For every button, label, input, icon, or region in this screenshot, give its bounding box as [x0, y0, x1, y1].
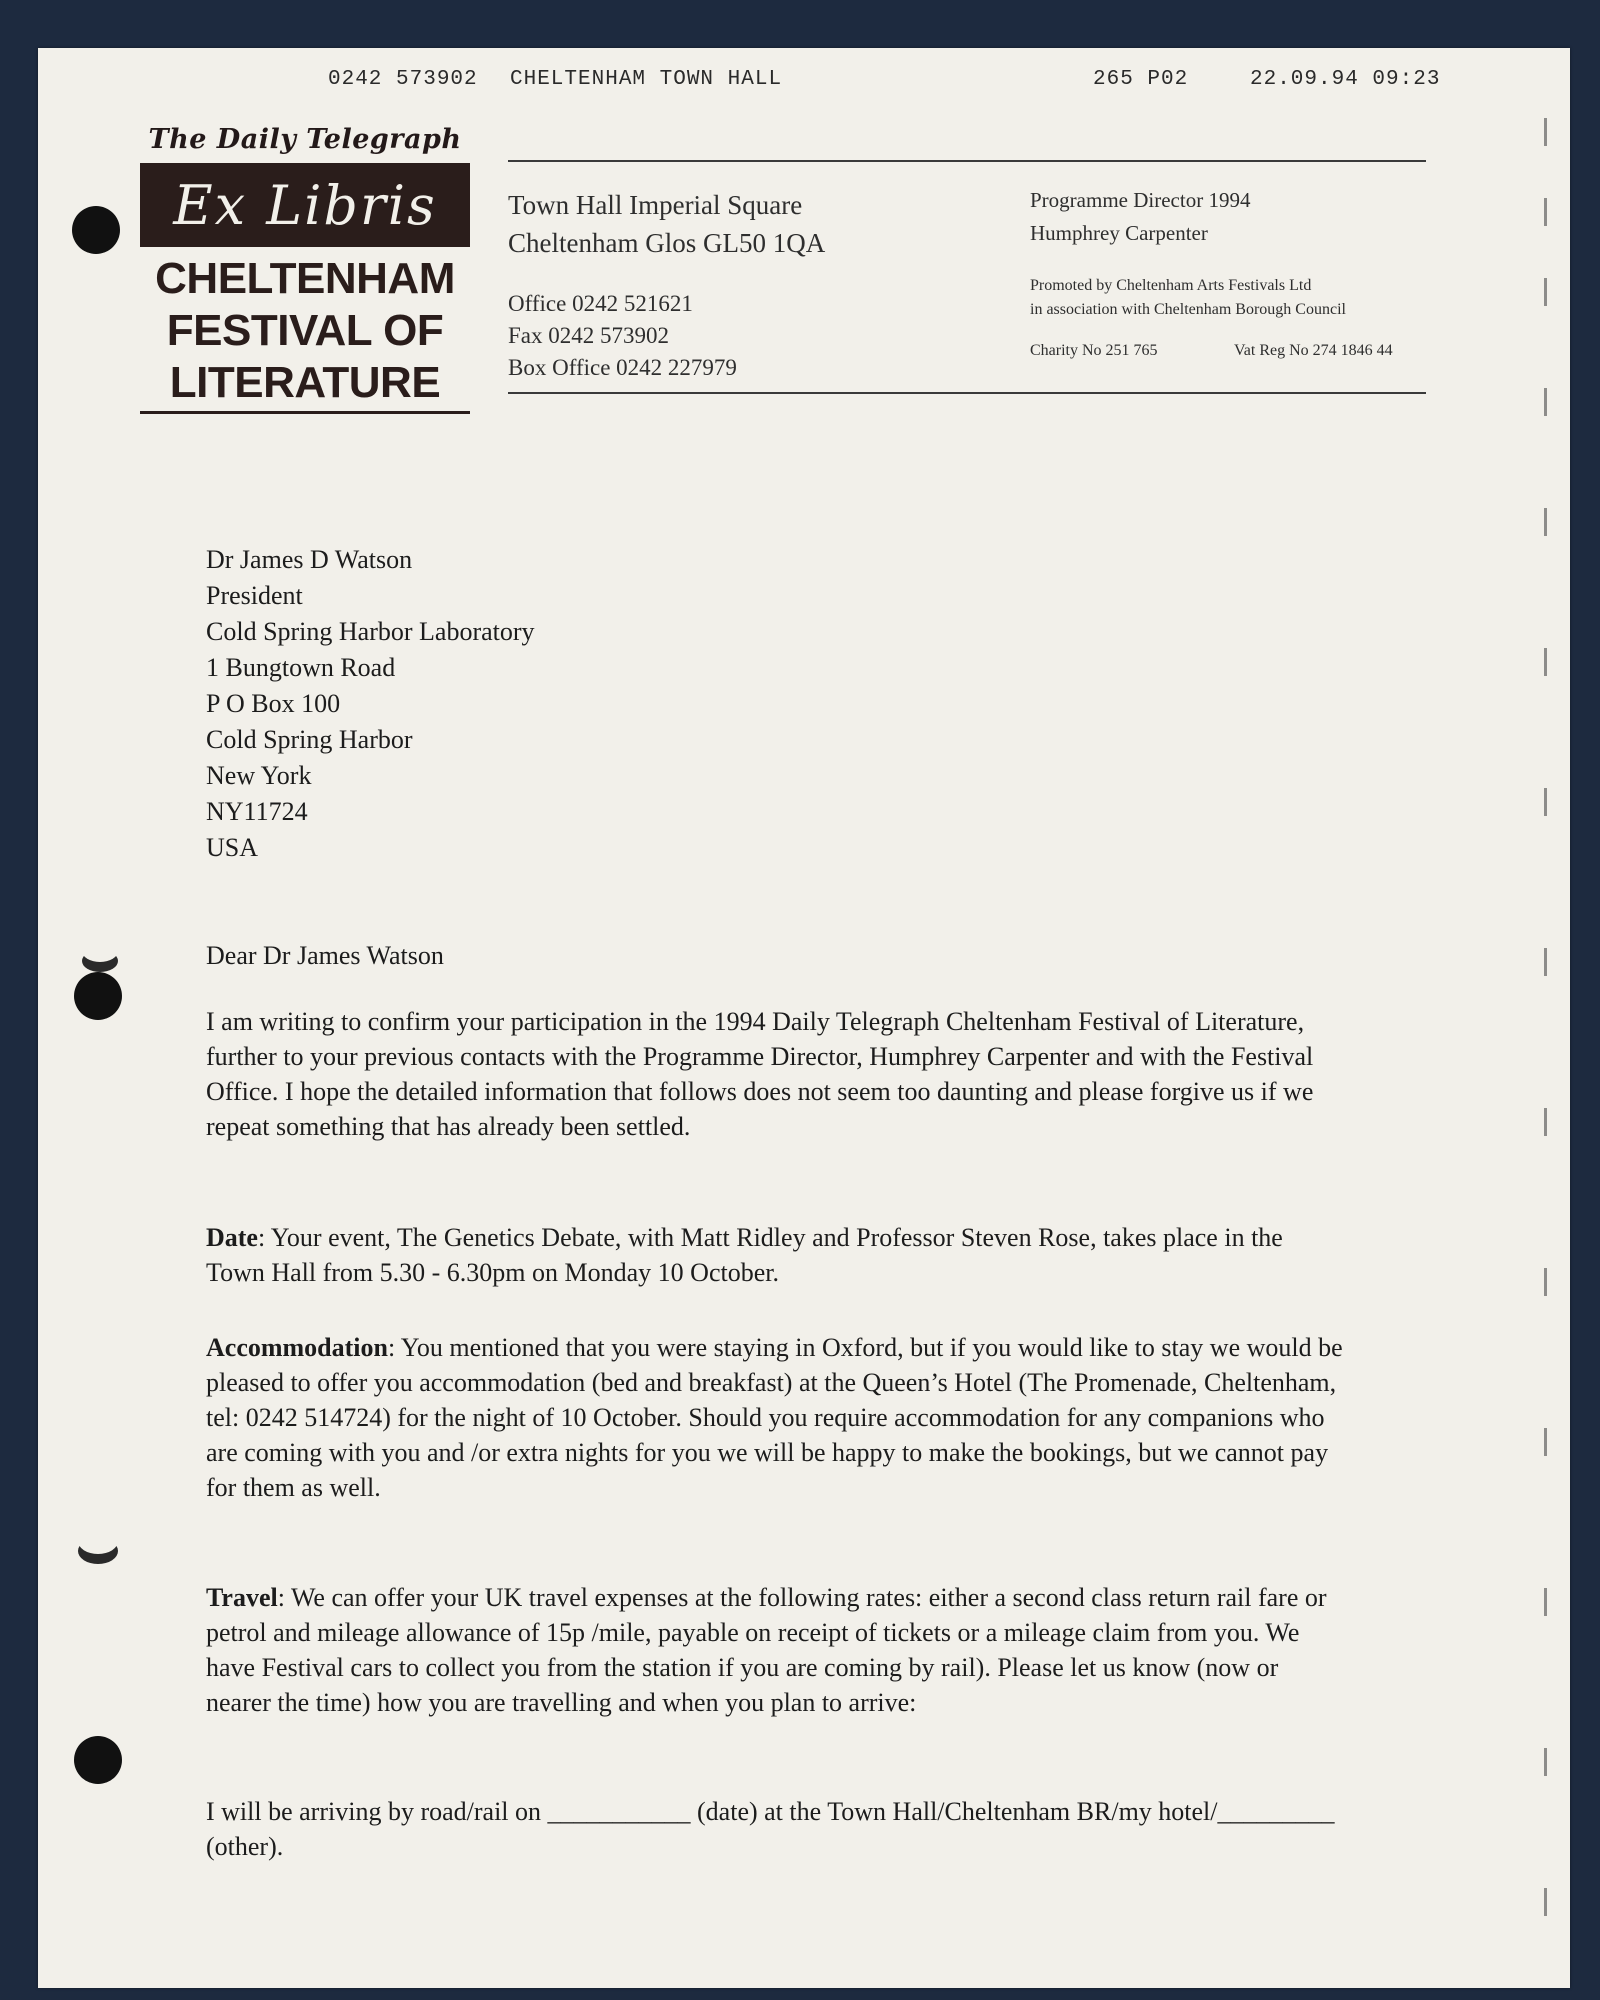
office-phone: Office 0242 521621: [508, 291, 693, 316]
letter-page: [38, 48, 1570, 1988]
accommodation-paragraph: [206, 1330, 1346, 1505]
punch-hole-middle: [74, 972, 122, 1020]
letterhead-top-rule: [508, 160, 1426, 162]
fax-sender: CHELTENHAM TOWN HALL: [510, 68, 783, 91]
arrival-form-line: I will be arriving by road/rail on ___________ (date) at the Town Hall/Cheltenham BR/my hotel/_________ (other).: [206, 1797, 1335, 1861]
travel-label: Travel: [206, 1583, 278, 1612]
sponsor-name: The Daily Telegraph: [148, 124, 462, 155]
festival-logo: [140, 124, 470, 414]
charity-number: Charity No 251 765: [1030, 342, 1158, 359]
travel-text: : We can offer your UK travel expenses at the following rates: either a second class return rail fare or petrol and mileage allowance of 15p /mile, payable on receipt of tickets or a mileage claim from you. We have Festival cars to collect you from the station if you are coming by rail). Please let us know (now or nearer the time) how you are travelling and when you plan to arrive:: [206, 1583, 1327, 1717]
salutation: Dear Dr James Watson: [206, 941, 444, 970]
punch-hole-bottom: [74, 1736, 122, 1784]
accommodation-text: : You mentioned that you were staying in Oxford, but if you would like to stay we would be pleased to offer you accommodation (bed and breakfast) at the Queen’s Hotel (The Promenade, Cheltenham, tel: 0242 514724) for the night of 10 October. Should you require accommodation for any companions who are coming with you and /or extra nights for you we will be happy to make the bookings, but we cannot pay for them as well.: [206, 1333, 1343, 1502]
fax-datetime: 22.09.94 09:23: [1250, 68, 1441, 91]
letterhead-contacts: [508, 288, 737, 384]
recipient-line: President: [206, 581, 303, 610]
fax-number: 0242 573902: [328, 68, 478, 91]
intro-paragraph: I am writing to confirm your participation in the 1994 Daily Telegraph Cheltenham Festival of Literature, further to your previous contacts with the Programme Director, Humphrey Carpenter and with the Festival Office. I hope the detailed information that follows does not seem too daunting and please forgive us if we repeat something that has already been settled.: [206, 1007, 1314, 1141]
fax-phone: Fax 0242 573902: [508, 323, 669, 348]
address-line: Town Hall Imperial Square: [508, 190, 803, 220]
letterhead-bottom-rule: [508, 392, 1426, 394]
recipient-line: NY11724: [206, 797, 308, 826]
punch-mark-crescent: [82, 940, 118, 962]
promoted-by: Promoted by Cheltenham Arts Festivals Ltd: [1030, 277, 1312, 294]
logo-line-cheltenham: CHELTENHAM: [155, 254, 455, 303]
recipient-line: New York: [206, 761, 312, 790]
recipient-line: 1 Bungtown Road: [206, 653, 396, 682]
accommodation-label: Accommodation: [206, 1333, 388, 1362]
recipient-line: Dr James D Watson: [206, 545, 413, 574]
date-paragraph: [206, 1220, 1346, 1290]
programme-director: [1030, 184, 1250, 250]
date-text: : Your event, The Genetics Debate, with Matt Ridley and Professor Steven Rose, takes place in the Town Hall from 5.30 - 6.30pm on Monday 10 October.: [206, 1223, 1283, 1287]
fax-edge-marks: [1540, 88, 1552, 1948]
recipient-line: Cold Spring Harbor: [206, 725, 413, 754]
punch-mark-crescent: [78, 1528, 118, 1554]
letterhead-address: [508, 186, 825, 262]
in-association: in association with Cheltenham Borough Council: [1030, 301, 1346, 318]
recipient-line: P O Box 100: [206, 689, 341, 718]
recipient-line: USA: [206, 833, 259, 862]
logo-line-festival: FESTIVAL OF: [166, 306, 444, 355]
punch-hole-top: [72, 206, 120, 254]
box-office-phone: Box Office 0242 227979: [508, 355, 737, 380]
recipient-line: Cold Spring Harbor Laboratory: [206, 617, 535, 646]
director-name: Humphrey Carpenter: [1030, 221, 1208, 245]
date-label: Date: [206, 1223, 258, 1252]
travel-paragraph: [206, 1580, 1346, 1720]
logo-emblem: Ex Libris: [140, 163, 470, 247]
recipient-address: [206, 542, 1346, 866]
fax-page-code: 265 P02: [1093, 68, 1189, 91]
logo-line-literature: LITERATURE: [169, 358, 441, 407]
vat-number: Vat Reg No 274 1846 44: [1234, 342, 1393, 359]
promoter-info: [1030, 274, 1346, 322]
director-title: Programme Director 1994: [1030, 188, 1251, 212]
address-line: Cheltenham Glos GL50 1QA: [508, 228, 826, 258]
logo-underline: [140, 411, 470, 414]
